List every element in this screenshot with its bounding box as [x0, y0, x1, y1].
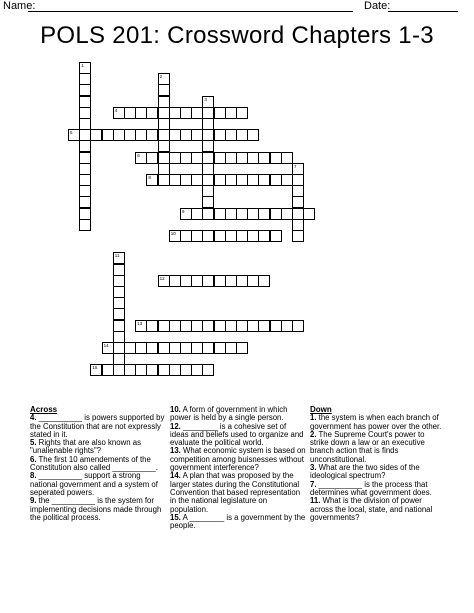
grid-cell[interactable]: [191, 174, 203, 186]
grid-cell[interactable]: [292, 196, 304, 208]
grid-cell[interactable]: [258, 174, 270, 186]
cell-number: 6: [137, 152, 140, 158]
clue-number: 7.: [310, 479, 317, 489]
clue-item: [30, 414, 166, 439]
grid-cell[interactable]: [124, 364, 136, 376]
grid-cell[interactable]: [247, 174, 259, 186]
grid-cell[interactable]: [169, 174, 181, 186]
grid-cell[interactable]: [270, 230, 282, 242]
grid-cell[interactable]: [214, 107, 226, 119]
grid-cell[interactable]: [202, 275, 214, 287]
grid-cell[interactable]: [202, 174, 214, 186]
clue-item: [170, 423, 306, 448]
grid-cell[interactable]: [146, 364, 158, 376]
grid-cell[interactable]: [102, 364, 114, 376]
grid-cell[interactable]: [292, 230, 304, 242]
grid-cell[interactable]: [180, 208, 192, 220]
grid-cell[interactable]: [247, 275, 259, 287]
grid-cell[interactable]: [169, 152, 181, 164]
grid-cell[interactable]: [135, 152, 147, 164]
grid-cell[interactable]: [191, 129, 203, 141]
grid-cell[interactable]: [270, 174, 282, 186]
clue-item: [30, 456, 166, 473]
clue-text: A plan that was proposed by the larger states during the Constitutional Convention that based representation in the national legislature on population.: [170, 471, 301, 514]
clue-number: 6.: [30, 454, 37, 464]
clue-text: __________ is powers supported by the Constitution that are not expressly stated in it.: [30, 413, 165, 439]
clue-text: the system is when each branch of government has power over the other.: [310, 413, 442, 431]
clue-number: 1.: [310, 413, 317, 423]
grid-cell[interactable]: [247, 152, 259, 164]
grid-cell[interactable]: [79, 84, 91, 96]
grid-cell[interactable]: [281, 320, 293, 332]
grid-cell[interactable]: [258, 152, 270, 164]
grid-cell[interactable]: [225, 342, 237, 354]
clue-text: ________ is a cohesive set of ideas and beliefs used to organize and evaluate the political world.: [170, 421, 304, 448]
grid-cell[interactable]: [113, 252, 125, 264]
clue-text: A ________ is a government by the people.: [170, 512, 306, 531]
across-clues-col2: [170, 406, 306, 530]
grid-cell[interactable]: [225, 174, 237, 186]
clue-number: 2.: [310, 429, 317, 439]
grid-cell[interactable]: [202, 185, 214, 197]
grid-cell[interactable]: [79, 73, 91, 85]
grid-cell[interactable]: [191, 107, 203, 119]
page-title: POLS 201: Crossword Chapters 1-3: [40, 22, 434, 49]
grid-cell[interactable]: [124, 342, 136, 354]
grid-cell[interactable]: [113, 342, 125, 354]
grid-cell[interactable]: [247, 230, 259, 242]
clue-item: [30, 472, 166, 497]
grid-cell[interactable]: [202, 118, 214, 130]
grid-cell[interactable]: [169, 342, 181, 354]
grid-cell[interactable]: [113, 297, 125, 309]
grid-cell[interactable]: [281, 152, 293, 164]
grid-cell[interactable]: [247, 129, 259, 141]
grid-cell[interactable]: [236, 107, 248, 119]
grid-cell[interactable]: [236, 275, 248, 287]
grid-cell[interactable]: [202, 96, 214, 108]
clue-number: 12.: [170, 421, 181, 431]
grid-cell[interactable]: [79, 152, 91, 164]
clue-text: What is the division of power across the local, state, and national governments?: [310, 496, 433, 522]
across-heading: Across: [30, 405, 58, 414]
cell-number: 14: [103, 343, 109, 348]
grid-cell[interactable]: [202, 230, 214, 242]
grid-cell[interactable]: [158, 320, 170, 332]
grid-cell[interactable]: [180, 230, 192, 242]
grid-cell[interactable]: [225, 275, 237, 287]
clue-item: [310, 464, 445, 481]
grid-cell[interactable]: [79, 196, 91, 208]
grid-cell[interactable]: [169, 275, 181, 287]
grid-cell[interactable]: [214, 342, 226, 354]
grid-cell[interactable]: [180, 342, 192, 354]
grid-cell[interactable]: [225, 208, 237, 220]
name-label: Name:: [3, 0, 36, 12]
clue-text: The first 10 amendements of the Constitution also called __________.: [30, 454, 158, 473]
grid-cell[interactable]: [169, 230, 181, 242]
grid-cell[interactable]: [180, 275, 192, 287]
clue-item: [310, 431, 445, 464]
clue-item: [170, 472, 306, 513]
grid-cell[interactable]: [281, 208, 293, 220]
grid-cell[interactable]: [258, 275, 270, 287]
grid-cell[interactable]: [202, 320, 214, 332]
grid-cell[interactable]: [303, 208, 315, 220]
grid-cell[interactable]: [236, 129, 248, 141]
grid-cell[interactable]: [79, 129, 91, 141]
clue-text: Rights that are also known as "unalienable rights"?: [30, 438, 141, 456]
cell-number: 13: [137, 320, 143, 326]
across-clues-col1: [30, 406, 166, 522]
grid-cell[interactable]: [158, 163, 170, 175]
grid-cell[interactable]: [158, 107, 170, 119]
date-label: Date:: [364, 0, 391, 12]
grid-cell[interactable]: [158, 342, 170, 354]
grid-cell[interactable]: [214, 320, 226, 332]
clue-number: 15.: [170, 512, 181, 522]
grid-cell[interactable]: [225, 107, 237, 119]
cell-number: 10: [170, 231, 176, 236]
grid-cell[interactable]: [202, 364, 214, 376]
cell-number: 8: [148, 175, 151, 180]
grid-cell[interactable]: [225, 230, 237, 242]
grid-cell[interactable]: [146, 152, 158, 164]
grid-cell[interactable]: [113, 331, 125, 343]
grid-cell[interactable]: [124, 107, 136, 119]
grid-cell[interactable]: [270, 208, 282, 220]
grid-cell[interactable]: [202, 152, 214, 164]
grid-cell[interactable]: [79, 107, 91, 119]
grid-cell[interactable]: [214, 152, 226, 164]
grid-cell[interactable]: [113, 264, 125, 276]
grid-cell[interactable]: [236, 320, 248, 332]
grid-cell[interactable]: [225, 320, 237, 332]
grid-cell[interactable]: [79, 174, 91, 186]
grid-cell[interactable]: [146, 320, 158, 332]
clue-text: __________ support a strong national government and a system of seperated powers.: [30, 471, 158, 497]
grid-cell[interactable]: [180, 174, 192, 186]
grid-cell[interactable]: [258, 320, 270, 332]
grid-cell[interactable]: [102, 129, 114, 141]
cell-number: 12: [159, 275, 165, 281]
grid-cell[interactable]: [158, 140, 170, 152]
grid-cell[interactable]: [236, 208, 248, 220]
grid-cell[interactable]: [270, 320, 282, 332]
grid-cell[interactable]: [102, 342, 114, 354]
cell-number: 4: [114, 107, 118, 113]
grid-cell[interactable]: [113, 275, 125, 287]
grid-cell[interactable]: [281, 174, 293, 186]
clue-item: [310, 497, 445, 522]
clue-number: 4.: [30, 413, 37, 423]
grid-cell[interactable]: [158, 152, 170, 164]
grid-cell[interactable]: [113, 320, 125, 332]
grid-cell[interactable]: [79, 96, 91, 108]
clue-number: 3.: [310, 463, 317, 473]
grid-cell[interactable]: [90, 129, 102, 141]
grid-cell[interactable]: [258, 208, 270, 220]
grid-cell[interactable]: [158, 364, 170, 376]
clue-item: [30, 439, 166, 456]
clue-text: __________ is the process that determines what government does.: [310, 479, 432, 497]
grid-cell[interactable]: [247, 320, 259, 332]
grid-cell[interactable]: [169, 320, 181, 332]
grid-cell[interactable]: [90, 364, 102, 376]
grid-cell[interactable]: [292, 174, 304, 186]
clue-number: 11.: [310, 496, 321, 506]
cell-number: 7: [294, 163, 297, 169]
grid-cell[interactable]: [270, 152, 282, 164]
grid-cell[interactable]: [146, 107, 158, 119]
grid-cell[interactable]: [292, 163, 304, 175]
grid-cell[interactable]: [191, 208, 203, 220]
grid-cell[interactable]: [214, 174, 226, 186]
cell-number: 5: [70, 130, 73, 136]
grid-cell[interactable]: [135, 320, 147, 332]
grid-cell[interactable]: [214, 129, 226, 141]
grid-cell[interactable]: [146, 342, 158, 354]
grid-cell[interactable]: [180, 107, 192, 119]
grid-cell[interactable]: [292, 208, 304, 220]
grid-cell[interactable]: [292, 320, 304, 332]
grid-cell[interactable]: [135, 364, 147, 376]
grid-cell[interactable]: [169, 107, 181, 119]
grid-cell[interactable]: [191, 275, 203, 287]
grid-cell[interactable]: [258, 230, 270, 242]
grid-cell[interactable]: [158, 96, 170, 108]
clue-text: The Supreme Court's power to strike down a law or an executive branch action that is finds unconstitutional.: [310, 429, 425, 464]
cell-number: 15: [92, 365, 98, 371]
grid-cell[interactable]: [113, 129, 125, 141]
clue-item: [170, 514, 306, 531]
grid-cell[interactable]: [158, 174, 170, 186]
grid-cell[interactable]: [214, 208, 226, 220]
grid-cell[interactable]: [202, 196, 214, 208]
grid-cell[interactable]: [158, 275, 170, 287]
grid-cell[interactable]: [236, 342, 248, 354]
cell-number: 11: [114, 253, 120, 259]
grid-cell[interactable]: [180, 152, 192, 164]
grid-cell[interactable]: [191, 320, 203, 332]
grid-cell[interactable]: [191, 342, 203, 354]
grid-cell[interactable]: [191, 364, 203, 376]
clue-number: 9.: [30, 496, 37, 506]
clue-number: 10.: [170, 405, 181, 414]
clue-item: [310, 481, 445, 498]
grid-cell[interactable]: [202, 208, 214, 220]
clue-text: What economic system is based on competition among buisnesses without government interference?: [170, 446, 306, 473]
clue-item: [170, 447, 306, 472]
cell-number: 1: [81, 63, 84, 68]
cell-number: 2: [159, 74, 163, 80]
clue-number: 13.: [170, 446, 181, 456]
grid-cell[interactable]: [191, 230, 203, 242]
grid-cell[interactable]: [158, 118, 170, 130]
clue-text: A form of government in which power is held by a single person.: [170, 405, 288, 423]
grid-cell[interactable]: [79, 140, 91, 152]
clue-item: [310, 414, 445, 431]
grid-cell[interactable]: [202, 107, 214, 119]
grid-cell[interactable]: [79, 219, 91, 231]
grid-cell[interactable]: [79, 185, 91, 197]
grid-cell[interactable]: [292, 185, 304, 197]
grid-cell[interactable]: [113, 286, 125, 298]
grid-cell[interactable]: [202, 163, 214, 175]
grid-cell[interactable]: [214, 230, 226, 242]
clue-text: the __________ is the system for implementing decisions made through the political process.: [30, 496, 162, 522]
grid-cell[interactable]: [158, 129, 170, 141]
grid-cell[interactable]: [135, 129, 147, 141]
cell-number: 9: [182, 208, 185, 214]
grid-cell[interactable]: [236, 152, 248, 164]
grid-cell[interactable]: [180, 129, 192, 141]
grid-cell[interactable]: [79, 163, 91, 175]
grid-cell[interactable]: [68, 129, 80, 141]
grid-cell[interactable]: [292, 219, 304, 231]
grid-cell[interactable]: [225, 152, 237, 164]
clue-number: 5.: [30, 438, 37, 448]
grid-cell[interactable]: [135, 342, 147, 354]
grid-cell[interactable]: [202, 140, 214, 152]
grid-cell[interactable]: [158, 84, 170, 96]
grid-cell[interactable]: [214, 275, 226, 287]
grid-cell[interactable]: [180, 320, 192, 332]
cell-number: 3: [204, 96, 207, 102]
grid-cell[interactable]: [247, 208, 259, 220]
grid-cell[interactable]: [79, 118, 91, 130]
grid-cell[interactable]: [113, 308, 125, 320]
grid-cell[interactable]: [191, 152, 203, 164]
down-clues: [310, 406, 445, 522]
grid-cell[interactable]: [202, 129, 214, 141]
grid-cell[interactable]: [236, 230, 248, 242]
grid-cell[interactable]: [169, 129, 181, 141]
grid-cell[interactable]: [146, 174, 158, 186]
clue-item: [30, 497, 166, 522]
clue-item: [170, 406, 306, 423]
grid-cell[interactable]: [113, 353, 125, 365]
clue-text: What are the two sides of the ideological spectrum?: [310, 463, 420, 481]
clue-number: 8.: [30, 471, 37, 481]
grid-cell[interactable]: [124, 129, 136, 141]
grid-cell[interactable]: [158, 73, 170, 85]
grid-cell[interactable]: [225, 129, 237, 141]
grid-cell[interactable]: [113, 107, 125, 119]
grid-cell[interactable]: [169, 364, 181, 376]
grid-cell[interactable]: [79, 62, 91, 74]
grid-cell[interactable]: [180, 364, 192, 376]
grid-cell[interactable]: [135, 107, 147, 119]
clue-number: 14.: [170, 471, 181, 481]
grid-cell[interactable]: [146, 129, 158, 141]
down-heading: Down: [310, 405, 332, 414]
grid-cell[interactable]: [79, 208, 91, 220]
grid-cell[interactable]: [236, 174, 248, 186]
grid-cell[interactable]: [113, 364, 125, 376]
grid-cell[interactable]: [202, 342, 214, 354]
